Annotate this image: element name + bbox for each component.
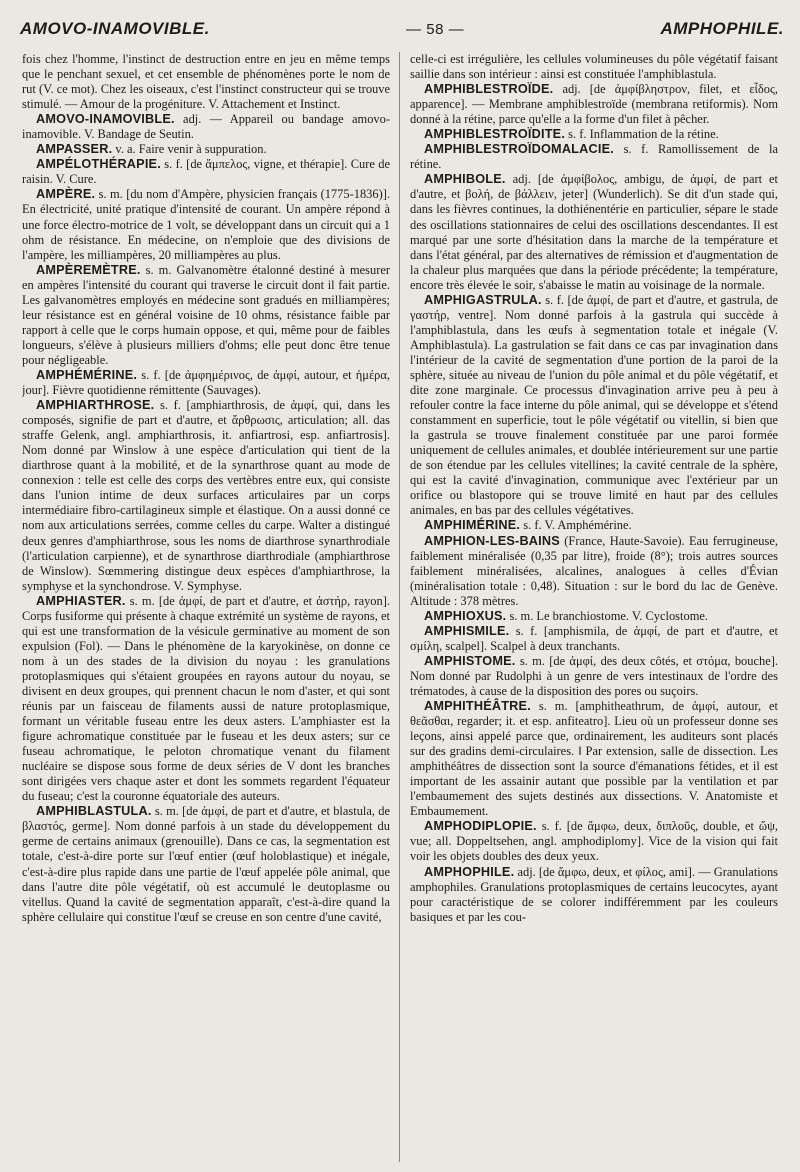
definition-text: s. m. [amphitheathrum, de ἀμφί, autour, et θεᾶσθαι, regarder; it. et esp. anfiteatro]. Lieu où un professeur donne ses leçons, ainsi appelé parce que, ordinairement, les auditeurs sont placés sur des gradins demi-circulaires. ‖ Par extension, salle de dissection. Les amphithéâtres de dissection sont la source d'émanations fétides, et il est important de les assainir autant que possible par la ventilation et par l'embaumement des sujets destinés aux dissections. V. Anatomiste et Embaumement. [410, 699, 778, 819]
definition-text: s. f. Ramollissement de la rétine. [410, 142, 778, 172]
definition-text: s. m. [de ἀμφί, de part et d'autre, et blastula, de βλαστός, germe]. Nom donné parfois à un stade du développement du germe de certains animaux (grenouille). Dans ce cas, la segmentation est totale, c'est-à-dire porte sur l'œuf entier (œuf holoblastique) et inégale, c'est-à-dire plus rapide dans une partie de l'œuf appelée pôle animal, que dans l'autre dite pôle végétatif, où est accumulé le deutoplasme ou vitellus. Quand la cavité de segmentation apparaît, c'est-à-dire quand la sphère cellulaire qui constitue l'œuf se creuse en son centre d'une cavité, [22, 804, 390, 924]
definition-text: s. f. V. Amphémérine. [523, 518, 632, 533]
headword: AMPÈRE. [36, 187, 96, 202]
definition-text: fois chez l'homme, l'instinct de destruction entre en jeu en même temps que le penchant sexuel, et cet ensemble de phénomènes porte le nom de rut (V. ce mot). Chez les oiseaux, c'est l'instinct constructeur qui se trouve stimulé. — Amour de la progéniture. V. Attachement et Instinct. [22, 52, 390, 112]
entry-amphiblestroide [410, 82, 778, 127]
entry-amphigastrula [410, 293, 778, 519]
entry-amphemerine [22, 368, 390, 398]
headword: AMPHOPHILE. [424, 864, 515, 879]
entry-amperemetre [22, 263, 390, 368]
entry-ampere [22, 187, 390, 262]
definition-text: s. m. [de ἀμφί, de part et d'autre, et ἀστήρ, rayon]. Corps fusiforme qui présente à chaque extrémité un système de rayons, et qui est une transformation de la vésicule germinative au moment de son expulsion (Fol). — Dans le phénomène de la karyokinèse, on donne ce nom à un des stades de la division du noyau : les granulations protoplasmiques qui s'étaient groupées en rayons autour du noyau, se divisent en deux groupes, qui prennent chacun le nom d'aster, et qui sont réunis par un faisceau de filaments aussi de nature protoplasmique, formant un véritable fuseau entre les deux asters. L'amphiaster est la figure achromatique constituée par le fuseau et les deux asters; sur ce fuseau achromatique, le peloton chromatique venant du filament nucléaire se dispose sous forme de deux séries de V dont les branches sont dirigées vers chaque aster et dont les sommets regardent l'équateur du fuseau; c'est la couronne équatoriale des auteurs. [22, 593, 390, 804]
definition-text: s. m. [de ἀμφί, des deux côtés, et στόμα, bouche]. Nom donné par Rudolphi à un genre de vers intestinaux de l'ordre des trématodes, à cause de la disposition des pores ou suçoirs. [410, 653, 778, 698]
entry-continuation [22, 52, 390, 112]
entry-amphion-les-bains [410, 534, 778, 609]
headword: AMPHIBLESTROÏDOMALACIE. [424, 142, 614, 157]
entry-amphophile [410, 865, 778, 925]
definition-text: s. f. [amphismila, de ἀμφί, de part et d'autre, et σμίλη, scalpel]. Scalpel à deux tranchants. [410, 623, 778, 653]
definition-text: s. f. [de ἀμφί, de part et d'autre, et gastrula, de γαστήρ, ventre]. Nom donné parfois à la gastrula qui succède à l'amphiblastula, dans les œufs à segmentation totale et inégale (V. Amphiblastula). La gastrulation se fait dans ce cas par invagination dans l'intérieur de la cavité de segmentation d'une portion de la paroi de la sphère, située au niveau de l'union du pôle animal et du pôle végétatif, et dite zone marginale. Ce processus d'invagination arrive peu à peu à refouler contre la face interne du pôle animal, qui se développe et s'étend constamment en superficie, tout le pôle végétatif ou vitellin, si bien que la gastrula se trouve finalement constituée par une paroi formée uniquement de cellules animales, et doublée intérieurement sur une partie de son étendue par les cellules vitellines; la cavité centrale de la sphère, qui est la cavité d'invagination, communique avec l'extérieur par un orifice ou blastopore qui se trouve limité en haut par des cellules animales, en bas par des cellules végétatives. [410, 292, 778, 518]
definition-text: adj. — Appareil ou bandage amovo-inamovible. V. Bandage de Seutin. [22, 112, 390, 142]
right-column [410, 52, 778, 1162]
entry-amphiblestroidite [410, 127, 778, 142]
headword: AMOVO-INAMOVIBLE. [36, 112, 175, 127]
headword: AMPHION-LES-BAINS [424, 533, 560, 548]
headword: AMPHIGASTRULA. [424, 292, 542, 307]
headword: AMPHIBOLE. [424, 172, 506, 187]
headword: AMPHIBLESTROÏDE. [424, 82, 554, 97]
entry-amphioxus [410, 609, 778, 624]
headword: AMPHIBLESTROÏDITE. [424, 127, 566, 142]
entry-amovo-inamovible [22, 112, 390, 142]
headword: AMPHIBLASTULA. [36, 804, 152, 819]
entry-ampelotherapie [22, 157, 390, 187]
headword: AMPHIOXUS. [424, 608, 507, 623]
definition-text: (France, Haute-Savoie). Eau ferrugineuse, faiblement minéralisée (0,35 par litre), froide (8°); trois autres sources faiblement minéralisées, alcalines, analogues à celles d'Évian (minéralisation totale : 0,48). Situation : sur le bord du lac de Genève. Altitude : 378 mètres. [410, 533, 778, 608]
definition-text: s. m. [du nom d'Ampère, physicien français (1775-1836)]. En électricité, unité pratique d'intensité de courant. Un ampère répond à une force électro-motrice de 1 volt, se développant dans un circuit qui a 1 ohm de résistance. En médecine, on n'emploie que des divisions de l'ampère, les milliampères, 20 milliampères au plus. [22, 187, 390, 262]
column-divider [399, 52, 400, 1162]
header-right-keyword: AMPHOPHILE. [660, 19, 784, 38]
entry-amphimerine [410, 518, 778, 533]
entry-amphistome [410, 654, 778, 699]
running-header [20, 16, 784, 42]
entry-amphiarthrose [22, 398, 390, 594]
headword: AMPHIARTHROSE. [36, 398, 155, 413]
header-left-keyword: AMOVO-INAMOVIBLE. [20, 19, 210, 38]
definition-text: s. m. Le branchiostome. V. Cyclostome. [509, 608, 709, 623]
definition-text: celle-ci est irrégulière, les cellules volumineuses du pôle végétatif faisant saillie dans son intérieur : ainsi est constituée l'amphiblastula. [410, 52, 778, 82]
entry-amphibole [410, 172, 778, 292]
definition-text: s. f. [de ἄμφω, deux, διπλοῦς, double, et ὤψ, vue; all. Doppeltsehen, angl. amphodiplomy]. Vice de la vision qui fait voir les objets doubles des deux yeux. [410, 819, 778, 864]
headword: AMPHODIPLOPIE. [424, 819, 537, 834]
entry-amphitheatre [410, 699, 778, 819]
definition-text: adj. [de ἄμφω, deux, et φίλος, ami]. — Granulations amphophiles. Granulations protoplasmiques de certains leucocytes, ayant pour caractéristique de se colorer indifféremment par les couleurs basiques et par les cou- [410, 864, 778, 924]
definition-text: v. a. Faire venir à suppuration. [115, 142, 267, 157]
headword: AMPHIASTER. [36, 593, 126, 608]
page-number: — 58 — [406, 20, 465, 38]
definition-text: s. f. [de ἄμπελος, vigne, et thérapie]. Cure de raisin. V. Cure. [22, 157, 390, 187]
definition-text: s. f. [amphiarthrosis, de ἀμφί, qui, dans les composés, signifie de part et d'autre, et ἄρθρωσις, articulation; all. das straffe Gelenk, angl. amphiarthrosis, it. anfiartrosi, esp. anfiartrosis]. Nom donné par Winslow à une espèce d'articulation qui tient de la diarthrose quant à la mobilité, et de la synarthrose quant au mode de connexion : telle est celle des corps des vertèbres entre eux, qui consiste dans l'union intime de deux surfaces articulaires par un corps intermédiaire fibro-cartilagineux simple et élastique. On a aussi donné ce nom aux articulations serrées, comme celles du carpe. Walter a distingué deux genres d'amphiarthrose, sous les noms de diarthrose synarthrodiale (l'articulation carpienne), et de synarthrose diarthrodiale (amphiarthrose de Winslow). Sœmmering distingue deux espèces d'amphiarthrose, la symphyse et la synchondrose. V. Symphyse. [22, 398, 390, 593]
headword: AMPASSER. [36, 142, 113, 157]
definition-text: s. f. Inflammation de la rétine. [568, 127, 719, 142]
definition-text: s. f. [de ἀμφημέρινος, de ἀμφί, autour, et ἡμέρα, jour]. Fièvre quotidienne rémittente (Sauvages). [22, 367, 390, 398]
entry-continuation [410, 52, 778, 82]
definition-text: s. m. Galvanomètre étalonné destiné à mesurer en ampères l'intensité du courant qui traverse le circuit dont il fait partie. Les galvanomètres employés en médecine sont gradués en milliampères; leur résistance est en général voisine de 10 ohms, résistance faible par rapport à celle que le corps humain oppose, et qui, même pour de faibles longueurs, s'élève à plusieurs milliers d'ohms; elle peut donc être tenue pour négligeable. [22, 262, 390, 367]
entry-amphodiplopie [410, 819, 778, 864]
headword: AMPHÉMÉRINE. [36, 367, 138, 382]
entry-amphiblastula [22, 804, 390, 924]
headword: AMPHISTOME. [424, 653, 516, 668]
headword: AMPHISMILE. [424, 623, 510, 638]
entry-amphismile [410, 624, 778, 654]
left-column [22, 52, 390, 1162]
entry-amphiblestroidomalacie [410, 142, 778, 172]
headword: AMPÉLOTHÉRAPIE. [36, 157, 161, 172]
entry-amphiaster [22, 594, 390, 805]
definition-text: adj. [de ἀμφίβολος, ambigu, de ἀμφί, de part et d'autre, et βολή, de βάλλειν, jeter] (Wunderlich). Se dit d'un stade qui, dans les fièvres continues, la dothiénentérie en particulier, sépare le stade des oscillations stationnaires de celui des oscillations descendantes. Il est marqué par une sorte d'hésitation dans la marche de la température et dans l'état général, par des alternatives de rémission et d'augmentation de la chaleur plus marquées que dans la période précédente; la température, encore très élevée le soir, s'abaisse le matin au voisinage de la normale. [410, 172, 778, 292]
headword: AMPHIMÉRINE. [424, 518, 521, 533]
headword: AMPÈREMÈTRE. [36, 262, 141, 277]
headword: AMPHITHÉÂTRE. [424, 699, 531, 714]
entry-ampasser [22, 142, 390, 157]
definition-text: adj. [de ἀμφίβληστρον, filet, et εἶδος, apparence]. — Membrane amphiblestroïde (membrana retiformis). Nom donné à la rétine, parce qu'elle a la forme d'un filet à pêcher. [410, 82, 778, 127]
